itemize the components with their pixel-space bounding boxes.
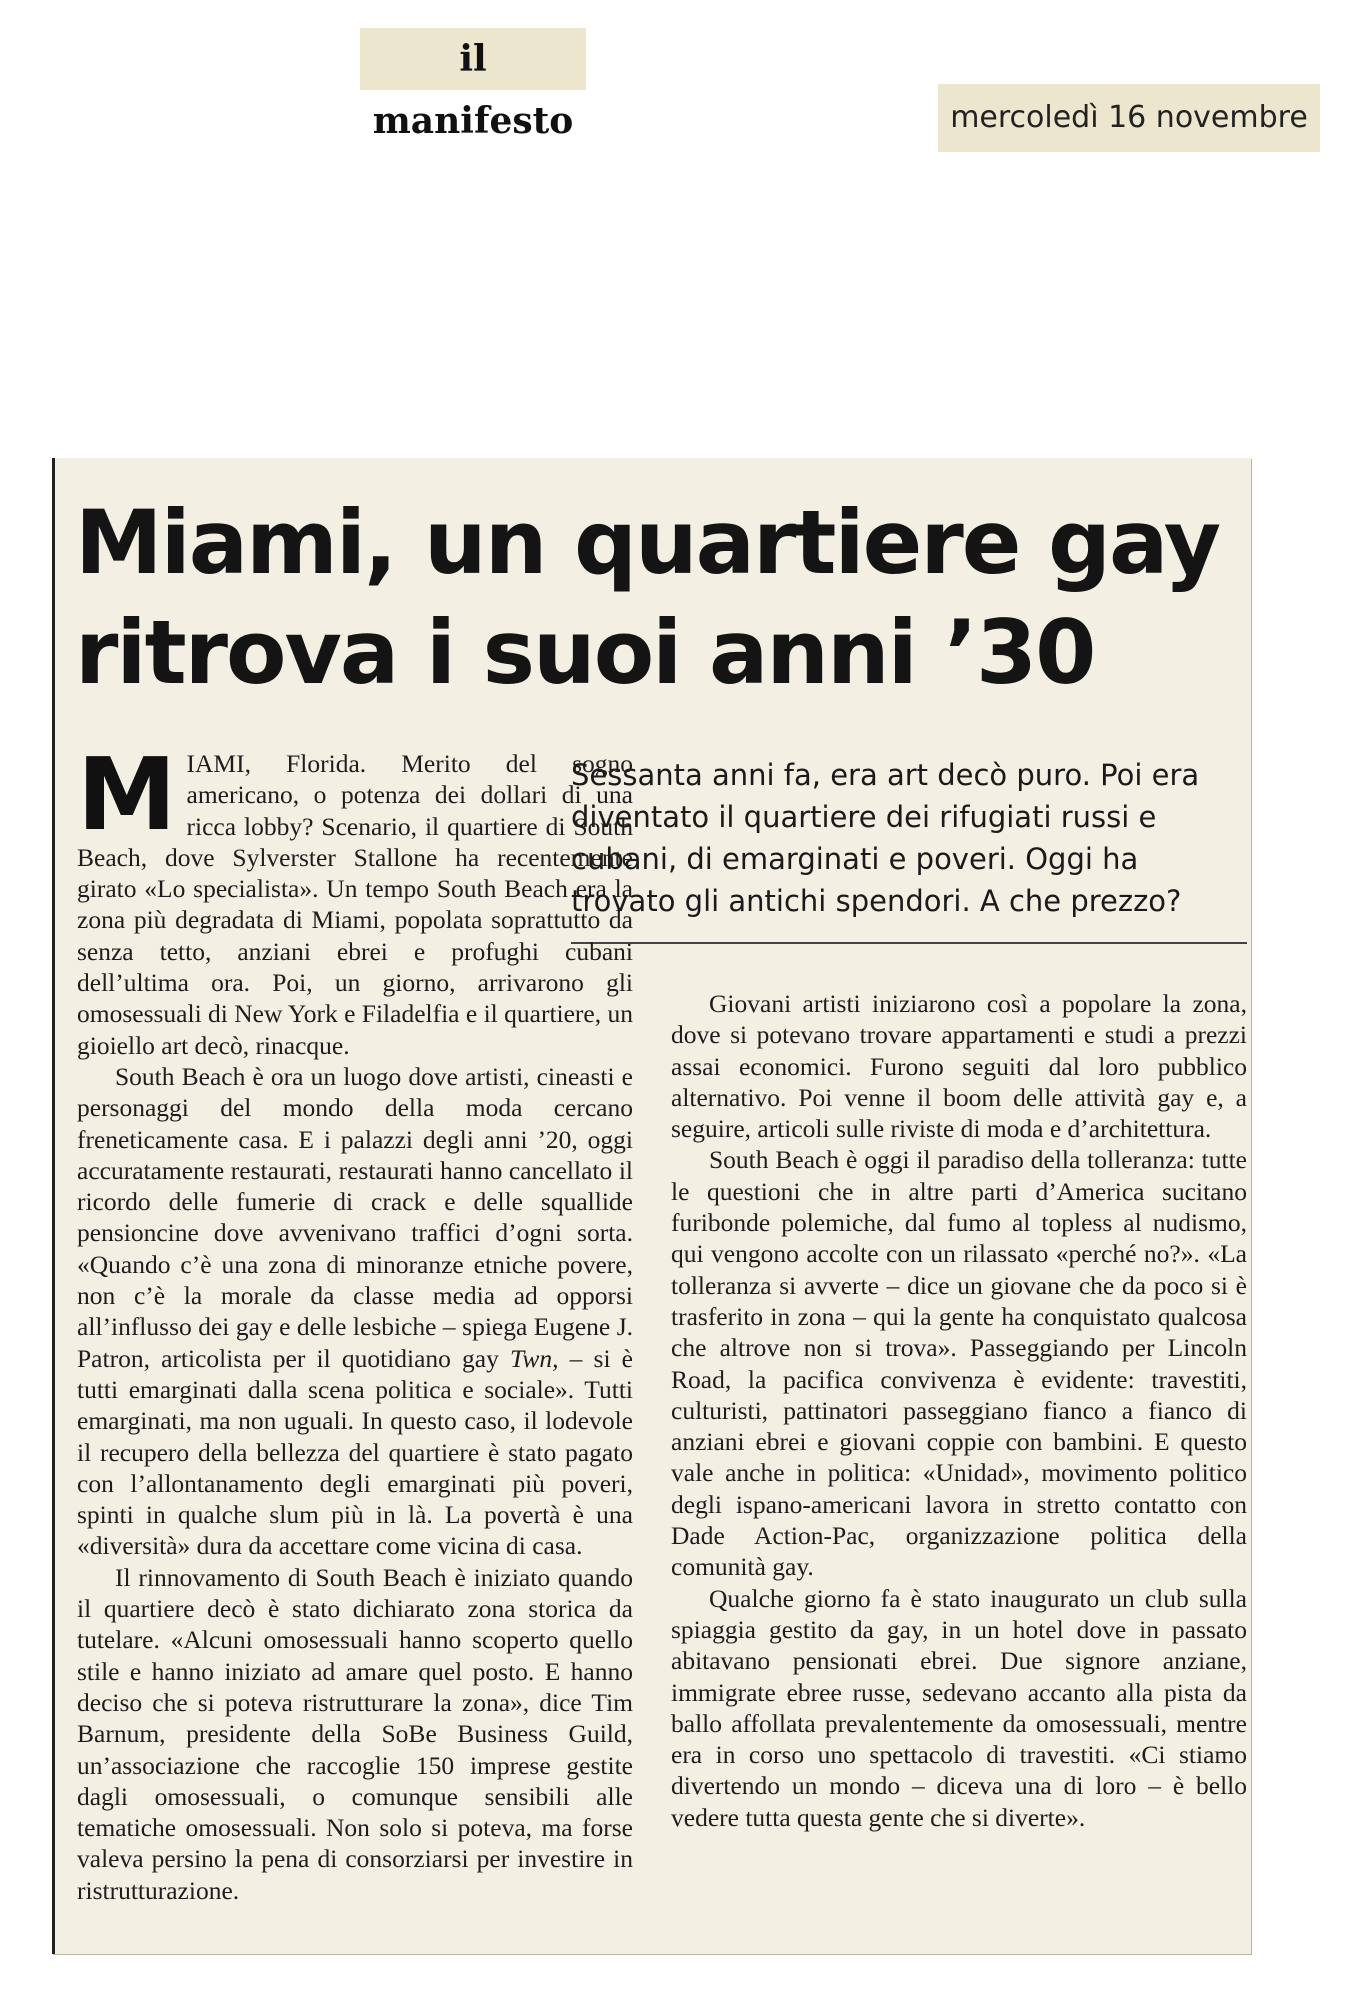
paragraph-1-text: Florida. Merito del sogno americano, o potenza dei dollari di una ricca lobby? Scenario, il quartiere di South Beach, dove Sylverster Stallone ha recentemente girato «Lo specialista». Un tempo South Beach era la zona più degradata di Miami, popolata soprattutto da senza tetto, anziani ebrei e profughi cubani dell’ultima ora. Poi, un giorno, arrivarono gli omosessuali di New York e Filadelfia e il quartiere, un gioiello art decò, rinacque. xyxy=(77,749,633,1060)
standfirst-divider xyxy=(571,942,1247,944)
headline-line-2: ritrova i suoi anni ’30 xyxy=(75,601,1095,704)
paragraph-2-text: South Beach è ora un luogo dove artisti, cineasti e personaggi del mondo della moda cercano freneticamente casa. E i palazzi degli anni ’20, oggi accuratamente restaurati, restaurati hanno cancellato il ricordo delle fumerie di crack e delle squallide pensioncine dove avvenivano traffici d’ogni sorta. «Quando c’è una zona di minoranze etniche povere, non c’è la morale da classe media ad opporsi all’influsso dei gay e delle lesbiche – spiega Eugene J. Patron, articolista per il quotidiano gay xyxy=(77,1061,633,1373)
article-column-right xyxy=(671,988,1247,1833)
article-standfirst: Sessanta anni fa, era art decò puro. Poi era diventato il quartiere dei rifugiati russi e cubani, di emarginati e poveri. Oggi ha trovato gli antichi spendori. A che prezzo? xyxy=(571,758,1200,918)
paragraph-2-end: – si è tutti emarginati dalla scena politica e sociale». Tutti emarginati, ma non uguali. In questo caso, il lodevole il recupero della bellezza del quartiere è stato pagato con l’allontanamento degli emarginati più poveri, spinti in qualche slum più in là. La povertà è una «diversità» dura da accettare come vicina di casa. xyxy=(77,1343,633,1561)
article-clipping xyxy=(52,458,1251,1954)
date-label: mercoledì 16 novembre xyxy=(938,84,1320,152)
publication-name: Twn, xyxy=(510,1343,559,1373)
drop-cap: M xyxy=(77,736,177,853)
lead-smallcaps: IAMI, xyxy=(186,749,251,778)
article-paragraph-3: Il rinnovamento di South Beach è iniziato quando il quartiere decò è stato dichiarato zona storica da tutelare. «Alcuni omosessuali hanno scoperto quello stile e hanno iniziato ad amare quel posto. E hanno deciso che si poteva ristrutturare la zona», dice Tim Barnum, presidente della SoBe Business Guild, un’associazione che raccoglie 150 imprese gestite dagli omosessuali, o comunque sensibili alle tematiche omosessuali. Non solo si poteva, ma forse valeva persino la pena di consorziarsi per investire in ristrutturazione. xyxy=(77,1562,633,1905)
headline-line-1: Miami, un quartiere gay xyxy=(75,491,1220,594)
article-paragraph-2 xyxy=(77,1061,633,1562)
article-column-left xyxy=(77,736,633,1906)
article-paragraph-6: Qualche giorno fa è stato inaugurato un club sulla spiaggia gestito da gay, in un hotel dove in passato abitavano pensionati ebrei. Due signore anziane, immigrate ebree russe, sedevano accanto alla pista da ballo affollata prevalentemente da omosessuali, mentre era in corso uno spettacolo di travestiti. «Ci stiamo divertendo un mondo – diceva una di loro – è bello vedere tutta questa gente che si diverte». xyxy=(671,1583,1247,1832)
article-paragraph-1 xyxy=(77,736,633,1061)
article-headline xyxy=(75,488,1235,708)
masthead-label: il manifesto xyxy=(360,28,586,90)
article-paragraph-4: Giovani artisti iniziarono così a popolare la zona, dove si potevano trovare appartamenti e studi a prezzi assai economici. Furono seguiti dal loro pubblico alternativo. Poi venne il boom delle attività gay e, a seguire, articoli sulle riviste di moda e d’architettura. xyxy=(671,989,1247,1144)
article-paragraph-5: South Beach è oggi il paradiso della tolleranza: tutte le questioni che in altre parti d’America sucitano furibonde polemiche, dal fumo al topless al nudismo, qui vengono accolte con un rilassato «perché no?». «La tolleranza si avverte – dice un giovane che da poco si è trasferito in zona – qui la gente ha conquistato qualcosa che altrove non si trova». Passeggiando per Lincoln Road, la pacifica convivenza è evidente: travestiti, culturisti, pattinatori passeggiano fianco a fianco di anziani ebrei e giovani coppie con bambini. E questo vale anche in politica: «Unidad», movimento politico degli ispano-americani lavora in stretto contatto con Dade Action-Pac, organizzazione politica della comunità gay. xyxy=(671,1145,1247,1582)
